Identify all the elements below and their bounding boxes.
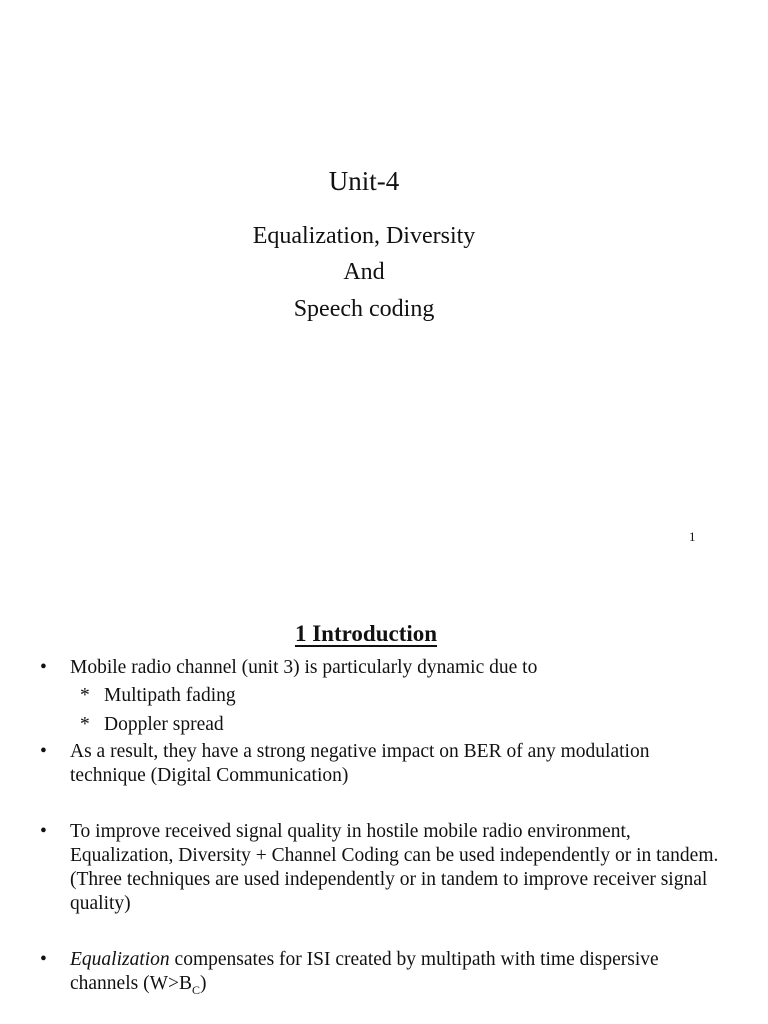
bullet-text: Mobile radio channel (unit 3) is particularly dynamic due to [70, 657, 538, 678]
page-number: 1 [689, 529, 696, 544]
asterisk-icon: * [80, 714, 90, 735]
closing-paren: ) [200, 973, 207, 994]
introduction-slide [0, 575, 768, 1024]
bullet-text: As a result, they have a strong negative impact on BER of any modulation technique (Digital Communication) [70, 741, 650, 786]
sub-item-text: Multipath fading [104, 685, 236, 706]
subtitle-line-1: Equalization, Diversity [252, 223, 476, 249]
bullet-text-rest: compensates for ISI created by multipath with time dispersive channels (W>B [70, 949, 659, 994]
bullet-icon: • [40, 949, 47, 970]
bullet-text [70, 948, 730, 996]
sub-item-1 [80, 684, 236, 708]
coherence-bandwidth-subscript: C [192, 983, 201, 997]
bullet-text: To improve received signal quality in hostile mobile radio environment, Equalization, Diversity + Channel Coding can be used independently or in tandem. (Three techniques are used independently or in tandem to improve receiver signal quality) [70, 821, 719, 914]
sub-item-text: Doppler spread [104, 714, 224, 735]
subtitle-line-3: Speech coding [293, 296, 435, 322]
bullet-icon: • [40, 657, 47, 678]
equalization-term: Equalization [70, 949, 170, 970]
sub-item-2 [80, 713, 224, 737]
subtitle-line-2: And [343, 259, 385, 285]
section-heading-text: 1 Introduction [294, 621, 438, 646]
asterisk-icon: * [80, 685, 90, 706]
bullet-icon: • [40, 741, 47, 762]
unit-title: Unit-4 [328, 166, 400, 196]
section-heading [0, 620, 732, 648]
bullet-icon: • [40, 821, 47, 842]
